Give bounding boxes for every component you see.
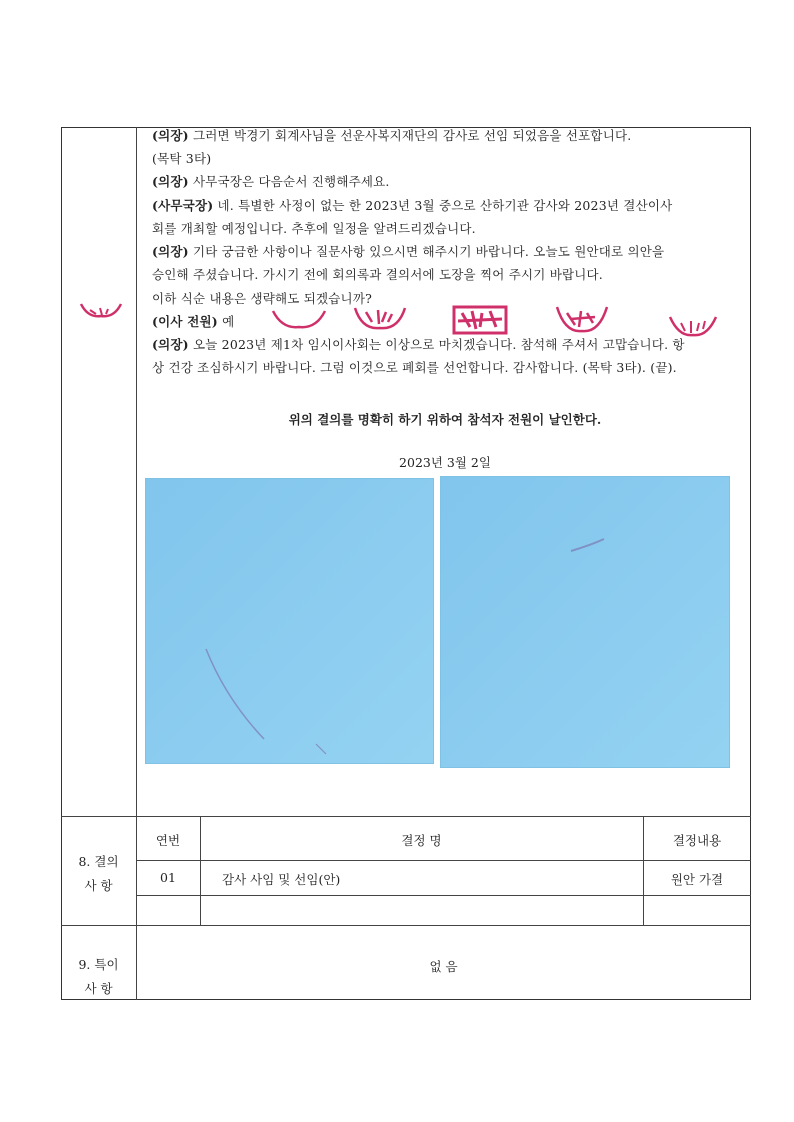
minutes-line: 승인해 주셨습니다. 가시기 전에 회의록과 결의서에 도장을 찍어 주시기 바랍니다.: [152, 267, 603, 282]
seal-stamp: [78, 298, 124, 322]
minutes-line: (사무국장) 네. 특별한 사정이 없는 한 2023년 3월 중으로 산하기관 감사와 2023년 결산이사: [152, 198, 673, 213]
signature-photo-right: [440, 476, 730, 768]
header-no: 연번: [155, 833, 181, 848]
minutes-line: (의장) 오늘 2023년 제1차 임시이사회는 이상으로 마치겠습니다. 참석해 주셔서 고맙습니다. 항: [152, 337, 685, 352]
minutes-line: (목탁 3타): [152, 151, 212, 166]
minutes-line: 회를 개최할 예정입니다. 추후에 일정을 알려드리겠습니다.: [152, 221, 476, 236]
row1-no: 01: [160, 870, 176, 885]
section-8-label-line2: 사 항: [84, 878, 113, 893]
section-9-label: [61, 953, 136, 1001]
section-9-label-line2: 사 항: [84, 981, 113, 996]
seal-stamp: [553, 301, 611, 335]
minutes-line: 이하 식순 내용은 생략해도 되겠습니까?: [152, 291, 372, 306]
header-name: 결정 명: [401, 833, 442, 848]
section-9-top-border: [61, 925, 751, 926]
table-header-bottom: [136, 860, 751, 861]
section-8-top-border: [61, 816, 751, 817]
row1-result: 원안 가결: [670, 872, 724, 887]
seal-stamp: [667, 313, 719, 339]
table-row1-bottom: [136, 895, 751, 896]
attestation-statement: 위의 결의를 명확히 하기 위하여 참석자 전원이 날인한다.: [288, 412, 602, 427]
minutes-line: (이사 전원) 예: [152, 314, 235, 329]
remarks-value: 없 음: [429, 959, 458, 974]
seal-stamp: [352, 300, 408, 332]
seal-stamp: [450, 303, 510, 337]
seal-stamp: [270, 305, 328, 331]
section-9-label-line1: 9. 특이: [78, 957, 119, 972]
minutes-line: (의장) 기타 궁금한 사항이나 질문사항 있으시면 해주시기 바랍니다. 오늘도 원안대로 의안을: [152, 244, 665, 259]
meeting-date: 2023년 3월 2일: [399, 455, 491, 470]
header-result: 결정내용: [672, 833, 722, 848]
row1-name: 감사 사임 및 선임(안): [222, 872, 341, 887]
section-8-label: [61, 850, 136, 898]
minutes-line: 상 건강 조심하시기 바랍니다. 그럼 이것으로 폐회를 선언합니다. 감사합니다. (목탁 3타). (끝).: [152, 360, 677, 375]
section-8-label-line1: 8. 결의: [78, 854, 119, 869]
minutes-line: (의장) 사무국장은 다음순서 진행해주세요.: [152, 174, 390, 189]
signature-photo-left: [145, 478, 434, 764]
minutes-line: (의장) 그러면 박경기 회계사님을 선운사복지재단의 감사로 선임 되었음을 선포합니다.: [152, 128, 632, 143]
